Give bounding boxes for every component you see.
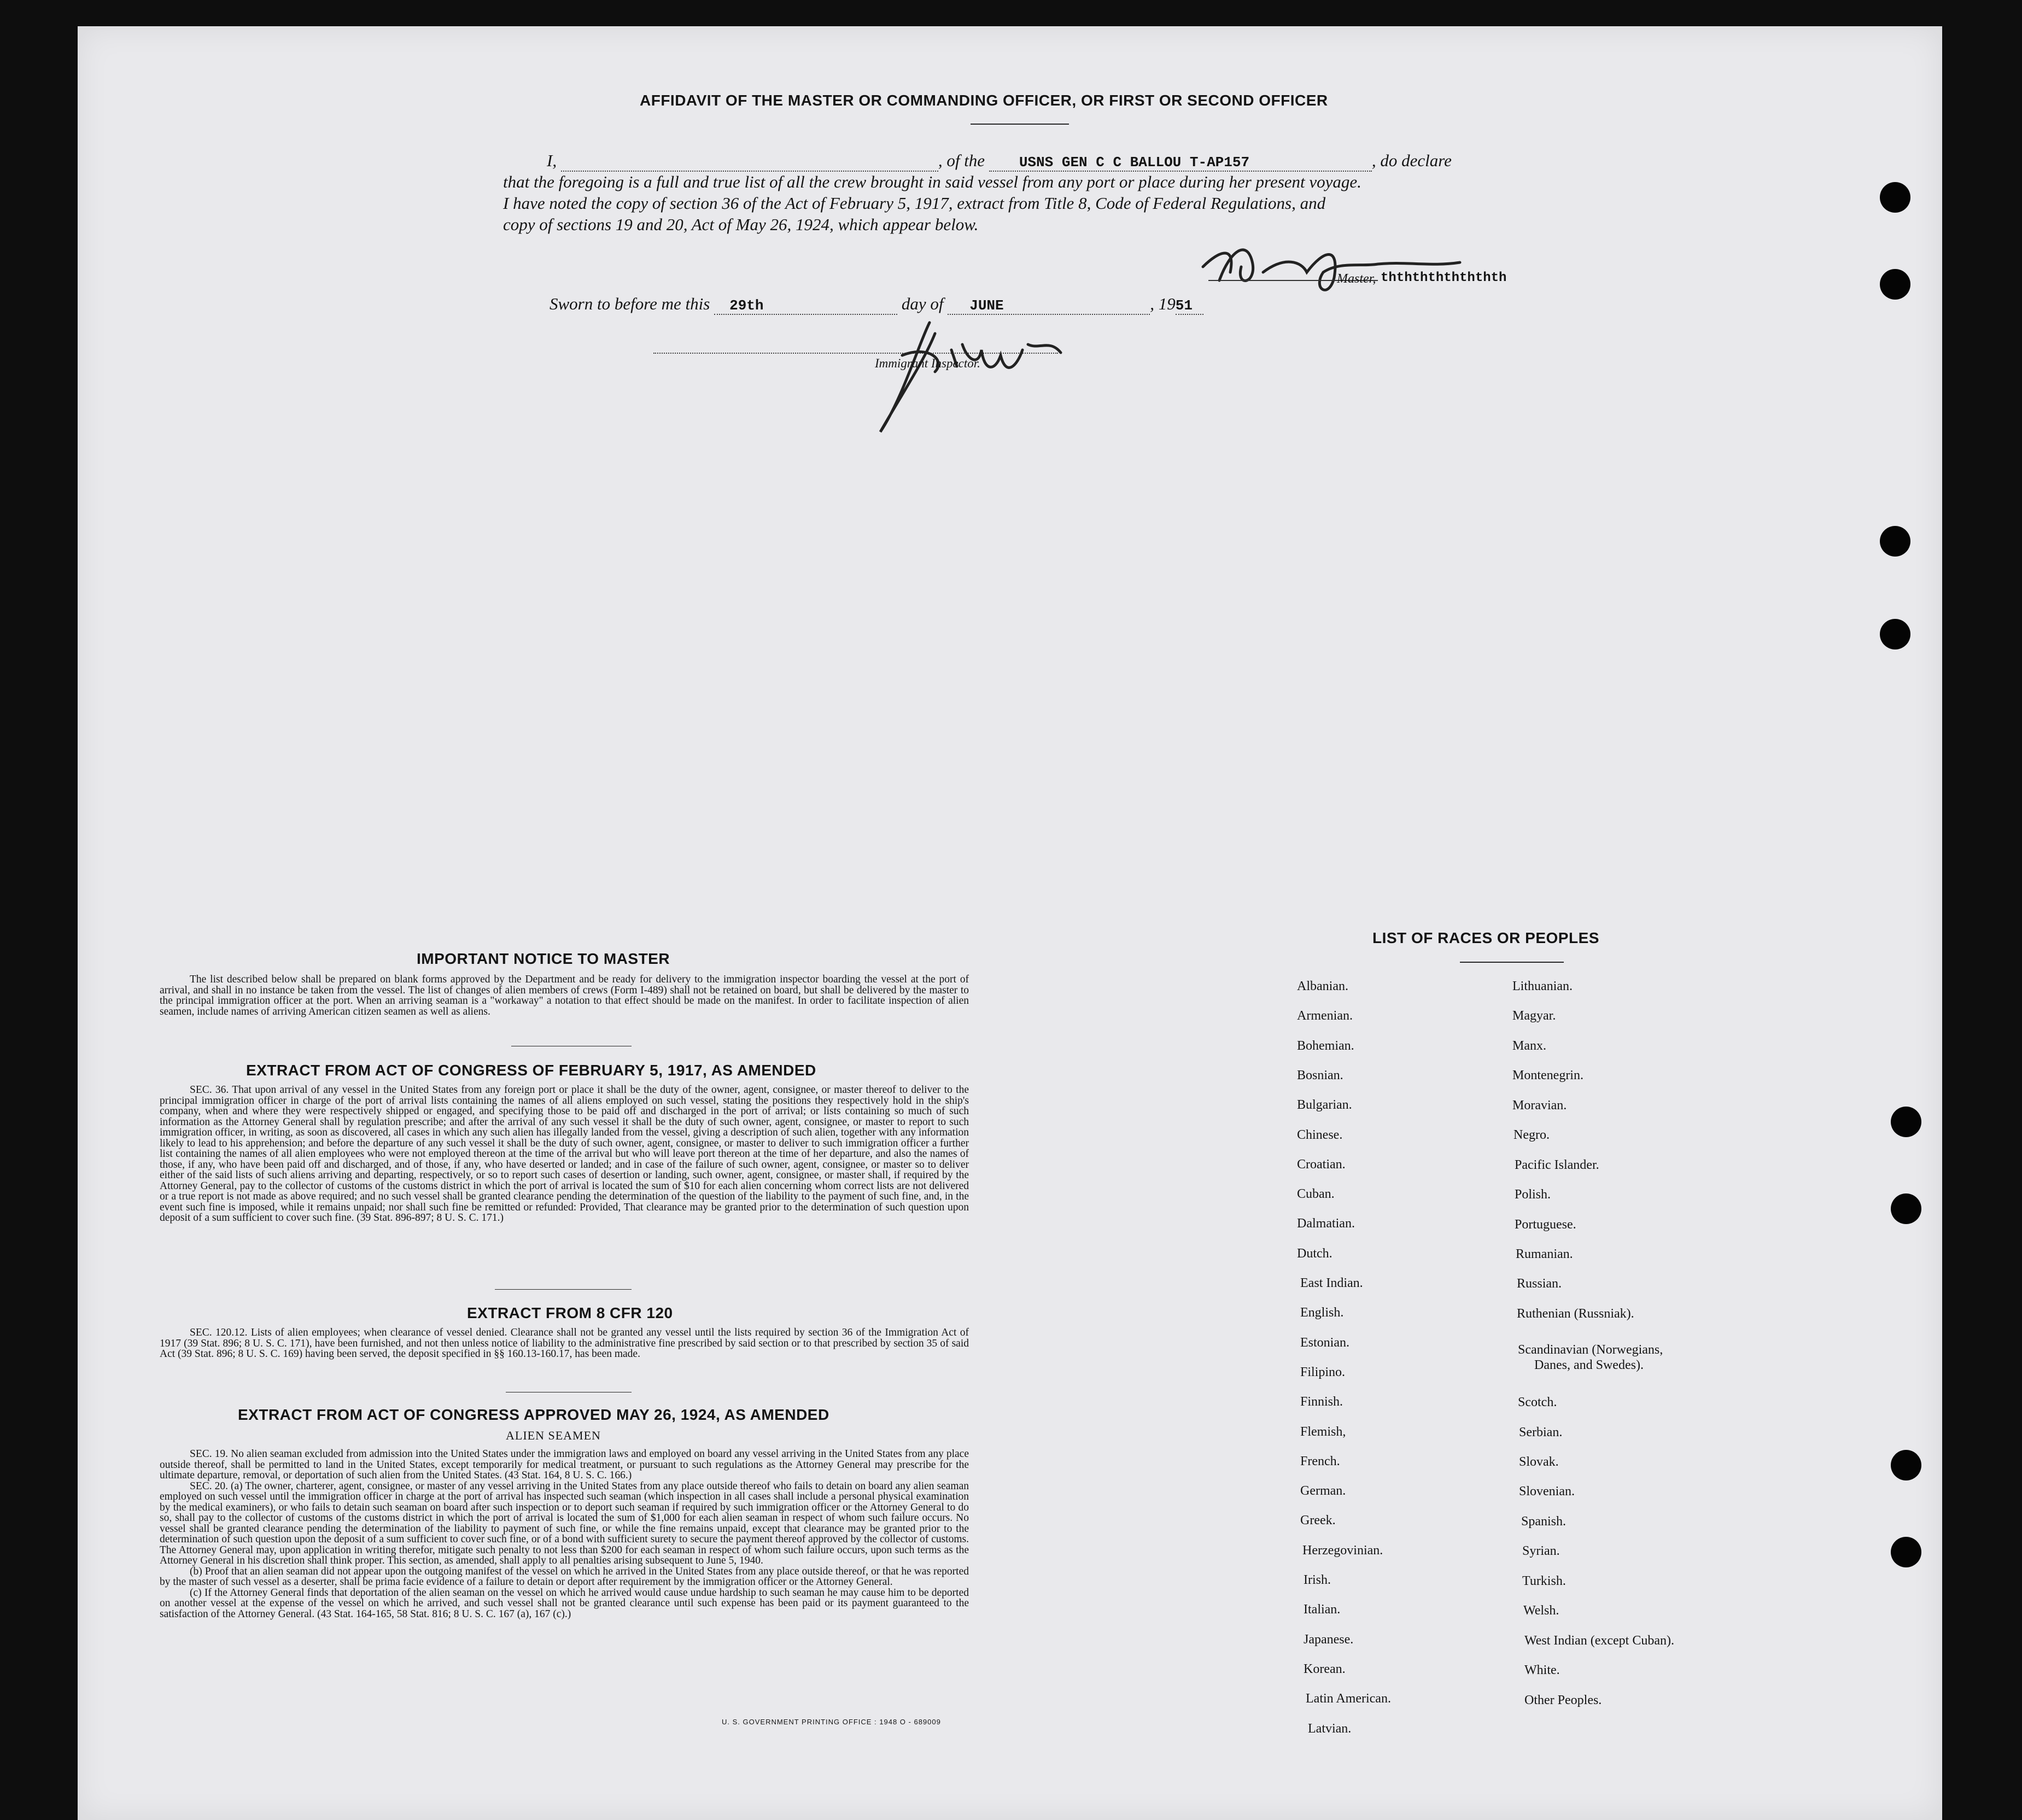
inspector-label: Immigrant Inspector. [875,356,980,370]
extract-1917-body [160,1085,969,1224]
notice-body [160,974,969,1017]
race-item: Dalmatian. [1297,1216,1355,1231]
race-item: Italian. [1304,1602,1341,1617]
extract-1917-title: EXTRACT FROM ACT OF CONGRESS OF FEBRUARY 5, 1917, AS AMENDED [246,1062,816,1079]
race-item: Herzegovinian. [1302,1543,1383,1558]
race-item: Lithuanian. [1512,979,1573,993]
races-title-rule [1460,962,1564,963]
race-item: Welsh. [1523,1604,1559,1618]
sec-20b-paragraph: (b) Proof that an alien seaman did not appear upon the outgoing manifest of the vessel on which he arrived in the United States from any place outside thereof, or that he was reported by the master of such vessel as a deserter, shall be prima facie evidence of a failure to detain or deport after requirement by the immigration officer or the Attorney General. [160,1565,969,1588]
declarant-name-field [561,171,938,172]
race-item: Armenian. [1297,1009,1353,1023]
race-item: Filipino. [1300,1365,1346,1379]
extract-1924-body [160,1449,969,1619]
race-item: German. [1300,1484,1346,1498]
race-item: Negro. [1513,1128,1550,1142]
race-item: Irish. [1304,1573,1331,1587]
race-item: Chinese. [1297,1128,1343,1142]
punch-hole [1891,1450,1921,1480]
race-item: Flemish, [1300,1425,1346,1439]
race-item: French. [1300,1454,1340,1468]
race-item: Other Peoples. [1524,1693,1602,1707]
title-rule [971,124,1069,125]
master-overstrike: thththththththth [1381,271,1507,285]
race-item: Turkish. [1522,1574,1566,1588]
inspector-signature [869,312,1072,437]
race-item: Ruthenian (Russniak). [1517,1307,1634,1321]
vessel-name: USNS GEN C C BALLOU T-AP157 [1019,154,1250,171]
notice-paragraph: The list described below shall be prepared on blank forms approved by the Department and be ready for delivery to the immigration inspector boarding the vessel at the port of arrival, and shall in no instance be taken from the vessel. The list of changes of alien members of crews (Form I-489) shall not be retained on board, but shall be delivered by the master to the principal immigration officer at the port. When an arriving seaman is a "workaway" a notation to that effect should be made on the manifest. In order to facilitate inspection of alien seamen, include names of arriving American citizen seamen as well as aliens. [160,974,969,1017]
affidavit-line-1 [503,151,1452,172]
race-item: Bohemian. [1297,1039,1354,1053]
printer-imprint: U. S. GOVERNMENT PRINTING OFFICE : 1948 O - 689009 [722,1718,941,1726]
sec-19-paragraph: SEC. 19. No alien seaman excluded from admission into the United States under the immigration laws and employed on board any vessel arriving in the United States from any place outside thereof, shall be permitted to land in the United States, except temporarily for medical treatment, or pursuant to such regulations as the Attorney General may prescribe for the ultimate departure, removal, or deportation of such alien from the United States. (43 Stat. 164, 8 U. S. C. 166.) [160,1448,969,1481]
of-the-text: , of the [938,151,985,170]
master-signature [1197,229,1507,305]
race-item: Estonian. [1300,1336,1349,1350]
race-item: Dutch. [1297,1247,1333,1261]
sworn-prefix: Sworn to before me this [550,294,710,313]
race-item: Bosnian. [1297,1068,1343,1082]
race-item: Latin American. [1306,1692,1391,1706]
punch-hole [1880,619,1910,649]
alien-seamen-subtitle: ALIEN SEAMEN [506,1429,601,1442]
day-of-text: day of [901,294,944,313]
punch-hole [1880,526,1910,557]
sec-20a-paragraph: SEC. 20. (a) The owner, charterer, agent, consignee, or master of any vessel arriving in the United States from any place outside thereof who fails to detain on board any alien seaman employed on such vessel until the immigration officer in charge at the port of arrival has inspected such seaman (which inspection in all cases shall include a personal physical examination by the medical examiners), or who fails to detain such seaman on board after such inspection or to deport such seaman if required by such immigration officer or the Attorney General to do so, shall pay to the collector of customs of the customs district in which the port of arrival is located the sum of $1,000 for each alien seaman in respect of whom such failure occurs. No vessel shall be granted clearance pending the determination of the liability to payment of such fine, or while the fine remains unpaid, except that clearance may be granted prior to the determination of such question upon the deposit of a sum sufficient to cover such fine, or of a bond with sufficient surety to secure the payment thereof approved by the collector of customs. The Attorney General may, upon application in writing therefor, mitigate such penalty to not less than $200 for each seaman in respect of whom such failure occurs, upon such terms as the Attorney General in his discretion shall think proper. This section, as amended, shall apply to all penalties arising subsequent to June 5, 1940. [160,1480,969,1566]
sworn-year: 51 [1176,297,1203,315]
race-item: Syrian. [1522,1544,1560,1558]
affidavit-line-3: I have noted the copy of section 36 of the Act of February 5, 1917, extract from Title 8, Code of Federal Regulations, and [503,194,1326,213]
race-item: Rumanian. [1516,1247,1573,1261]
race-item: Latvian. [1308,1722,1352,1736]
year-prefix: , 19 [1150,294,1176,313]
sworn-month: JUNE [969,297,1004,314]
race-item: Polish. [1515,1187,1551,1202]
race-item: Montenegrin. [1512,1068,1583,1082]
punch-hole [1891,1193,1921,1224]
extract-cfr-title: EXTRACT FROM 8 CFR 120 [467,1304,673,1321]
race-item: Finnish. [1300,1395,1343,1409]
vessel-field [989,151,1372,172]
sec-36-paragraph: SEC. 36. That upon arrival of any vessel in the United States from any foreign port or place it shall be the duty of the owner, agent, consignee, or master thereof to deliver to the principal immigration officer in charge of the port of arrival lists containing the names of all aliens employed on such vessel, stating the positions they respectively hold in the ship's company, when and where they were respectively shipped or engaged, and specifying those to be paid off and discharged in the port of arrival; or lists containing so much of such information as the Attorney General shall by regulation prescribe; and after the arrival of any such vessel it shall be the duty of such owner, agent, consignee, or master to report to such immigration officer, in writing, as soon as discovered, all cases in which any such alien has illegally landed from the vessel, giving a description of such alien, together with any information likely to lead to his apprehension; and before the departure of any such vessel it shall be the duty of such owner, agent, consignee, or master to deliver to such immigration officer a further list containing the names of all alien employees who were not employed thereon at the time of the arrival but who will leave port thereon at the time of her departure, and also the names of those, if any, who have been paid off and discharged, and of those, if any, who have deserted or landed; and in case of the failure of such owner, agent, consignee, or master so to deliver either of the said lists of such aliens arriving and departing, respectively, or so to report such cases of desertion or landing, such owner, agent, consignee, or master shall, if required by the Attorney General, pay to the collector of customs of the customs district in which the port of arrival is located the sum of $10 for each alien concerning whom correct lists are not delivered or a true report is not made as above required; and no such vessel shall be granted clearance pending the determination of the question of the liability to the payment of such fine, and, in the event such fine is imposed, while it remains unpaid; nor shall such fine be remitted or refunded: Provided, That clearance may be granted prior to the determination of such question upon deposit of a sum sufficient to cover such fine. (39 Stat. 896-897; 8 U. S. C. 171.) [160,1084,969,1224]
race-item: White. [1524,1663,1560,1677]
section-rule [495,1289,632,1290]
race-item: Spanish. [1521,1514,1567,1529]
affidavit-title: AFFIDAVIT OF THE MASTER OR COMMANDING OFFICER, OR FIRST OR SECOND OFFICER [640,92,1328,109]
notice-title: IMPORTANT NOTICE TO MASTER [417,950,670,967]
punch-hole [1880,269,1910,300]
race-item: Slovak. [1519,1455,1559,1469]
race-item: Scotch. [1518,1395,1557,1409]
master-label: Master, [1337,272,1376,286]
extract-1924-title: EXTRACT FROM ACT OF CONGRESS APPROVED MAY 26, 1924, AS AMENDED [238,1406,829,1423]
punch-hole [1891,1537,1921,1567]
extract-cfr-body [160,1327,969,1360]
sworn-day: 29th [729,297,764,314]
punch-hole [1891,1107,1921,1137]
affidavit-line-2: that the foregoing is a full and true list of all the crew brought in said vessel from any port or place during her present voyage. [503,172,1361,191]
race-item: Bulgarian. [1297,1098,1352,1112]
race-item: Scandinavian (Norwegians, [1518,1343,1663,1357]
race-item: Pacific Islander. [1515,1158,1599,1172]
race-item: Manx. [1512,1039,1546,1053]
race-item: Slovenian. [1519,1484,1575,1499]
race-item: Russian. [1517,1277,1562,1291]
race-item: West Indian (except Cuban). [1524,1634,1674,1648]
race-item: Greek. [1300,1513,1336,1528]
affidavit-line-4: copy of sections 19 and 20, Act of May 26, 1924, which appear below. [503,215,979,234]
race-item: Japanese. [1304,1632,1354,1647]
race-item: Magyar. [1512,1009,1556,1023]
race-item: English. [1300,1306,1344,1320]
races-title: LIST OF RACES OR PEOPLES [1372,929,1599,946]
punch-hole [1880,182,1910,213]
race-item: Cuban. [1297,1187,1335,1201]
race-item: Albanian. [1297,979,1348,993]
race-item: Korean. [1304,1662,1346,1676]
declare-text: , do declare [1371,151,1452,170]
race-item: Serbian. [1519,1425,1563,1439]
sec-120-12-paragraph: SEC. 120.12. Lists of alien employees; when clearance of vessel denied. Clearance shall not be granted any vessel until the lists required by section 36 of the Immigration Act of 1917 (39 Stat. 896; 8 U. S. C. 171), have been furnished, and not then unless notice of liability to the administrative fine prescribed by said section or to that prescribed by section 35 of said Act (39 Stat. 896; 8 U. S. C. 169) having been served, the deposit specified in §§ 160.13-160.17, has been made. [160,1327,969,1360]
race-item: East Indian. [1300,1276,1363,1290]
race-item: Croatian. [1297,1157,1346,1172]
race-item: Danes, and Swedes). [1534,1358,1644,1372]
sec-20c-paragraph: (c) If the Attorney General finds that deportation of the alien seaman on the vessel on which he arrived would cause undue hardship to such seaman he may cause him to be deported on another vessel at the expense of the vessel on which he arrived, and such vessel shall not be granted clearance until such expense has been paid or its payment guaranteed to the satisfaction of the Attorney General. (43 Stat. 164-165, 58 Stat. 816; 8 U. S. C. 167 (a), 167 (c).) [160,1587,969,1620]
declarant-prefix: I, [547,151,557,170]
race-item: Moravian. [1512,1098,1567,1113]
race-item: Portuguese. [1515,1218,1576,1232]
